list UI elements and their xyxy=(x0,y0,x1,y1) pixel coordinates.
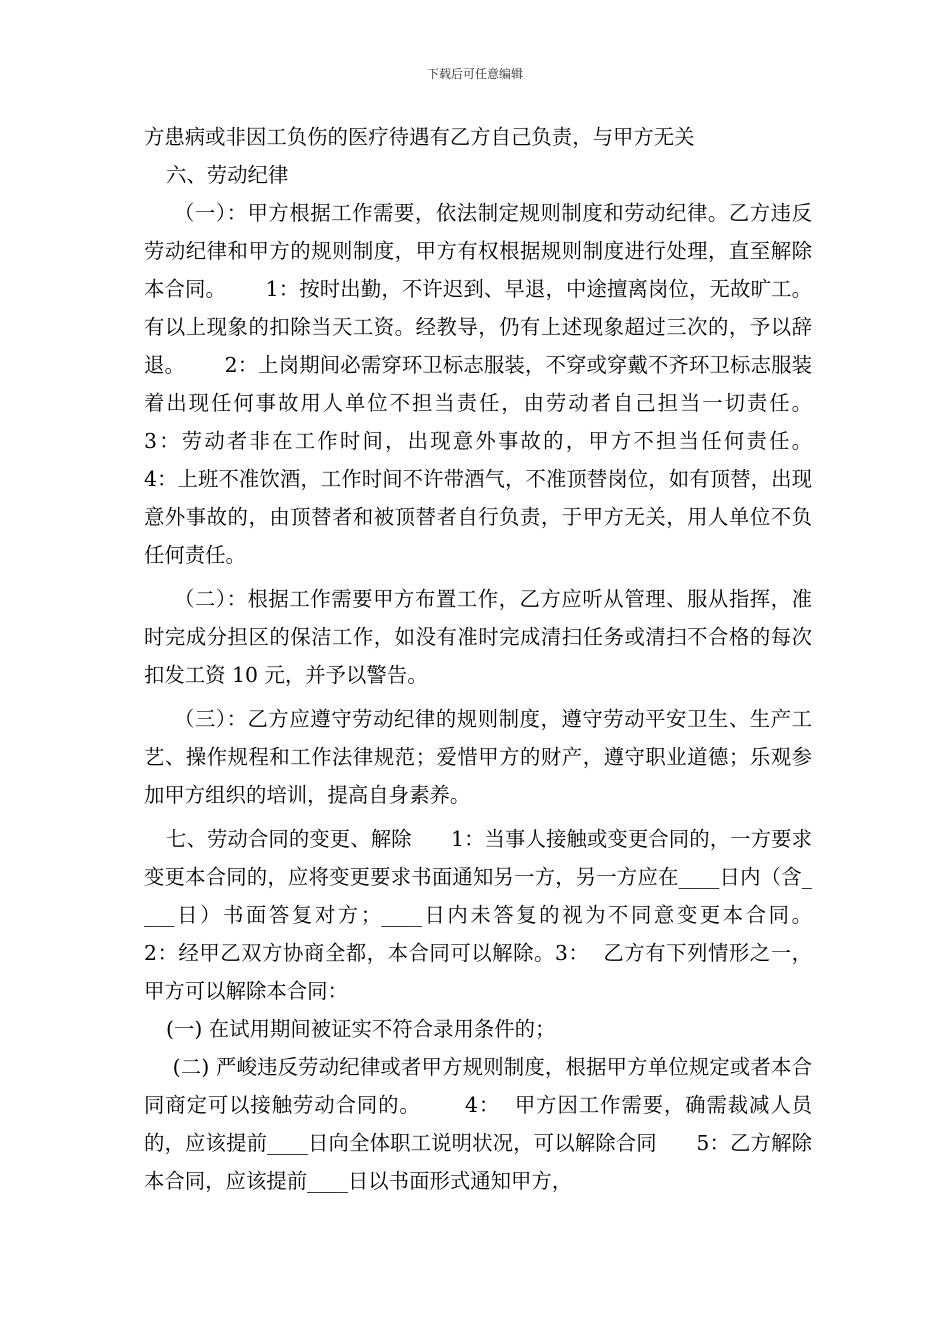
section-contract-change: 七、劳动合同的变更、解除 1：当事人接触或变更合同的，一方要求变更本合同的，应将变更要求书面通知另一方，另一方应在____日内（含____日）书面答复对方；____日内未答复的视为不同意变更本合同。 2：经甲乙双方协商全都，本合同可以解除。3： 乙方有下列情形之一，甲方可以解除本合同： xyxy=(144,827,851,1003)
list-item-violation: (二) 严峻违反劳动纪律或者甲方规则制度，根据甲方单位规定或者本合同商定可以接触劳动合同的。 4： 甲方因工作需要，确需裁减人员的，应该提前____日向全体职工说明状况，可以解除合同 5：乙方解除本合同，应该提前____日以书面形式通知甲方， xyxy=(144,1055,813,1193)
paragraph-discipline-rules: （一）：甲方根据工作需要，依法制定规则制度和劳动纪律。乙方违反劳动纪律和甲方的规则制度，甲方有权根据规则制度进行处理，直至解除本合同。 1：按时出勤，不许迟到、早退，中途擅离岗位，无故旷工。有以上现象的扣除当天工资。经教导，仍有上述现象超过三次的，予以辞退。 2：上岗期间必需穿环卫标志服装，不穿或穿戴不齐环卫标志服装着出现任何事故用人单位不担当责任，由劳动者自己担当一切责任。 3：劳动者非在工作时间，出现意外事故的，甲方不担当任何责任。 4：上班不准饮酒，工作时间不许带酒气，不准顶替岗位，如有顶替，出现意外事故的，由顶替者和被顶替者自行负责，于甲方无关，用人单位不负任何责任。 xyxy=(144,201,851,567)
document-body xyxy=(144,118,851,1200)
paragraph-work-assignment: （二）：根据工作需要甲方布置工作，乙方应听从管理、服从指挥，准时完成分担区的保洁工作，如没有准时完成清扫任务或清扫不合格的每次扣发工资 10 元，并予以警告。 xyxy=(144,587,812,687)
page-header: 下载后可任意编辑 xyxy=(426,67,523,81)
list-item-probation: (一) 在试用期间被证实不符合录用条件的； xyxy=(166,1017,556,1041)
paragraph-medical-care: 方患病或非因工负伤的医疗待遇有乙方自己负责，与甲方无关 xyxy=(144,125,695,149)
paragraph-conduct-rules: （三）：乙方应遵守劳动纪律的规则制度，遵守劳动平安卫生、生产工艺、操作规程和工作法律规范；爱惜甲方的财产，遵守职业道德；乐观参加甲方组织的培训，提高自身素养。 xyxy=(144,707,812,807)
section-heading-labor-discipline: 六、劳动纪律 xyxy=(166,163,289,187)
